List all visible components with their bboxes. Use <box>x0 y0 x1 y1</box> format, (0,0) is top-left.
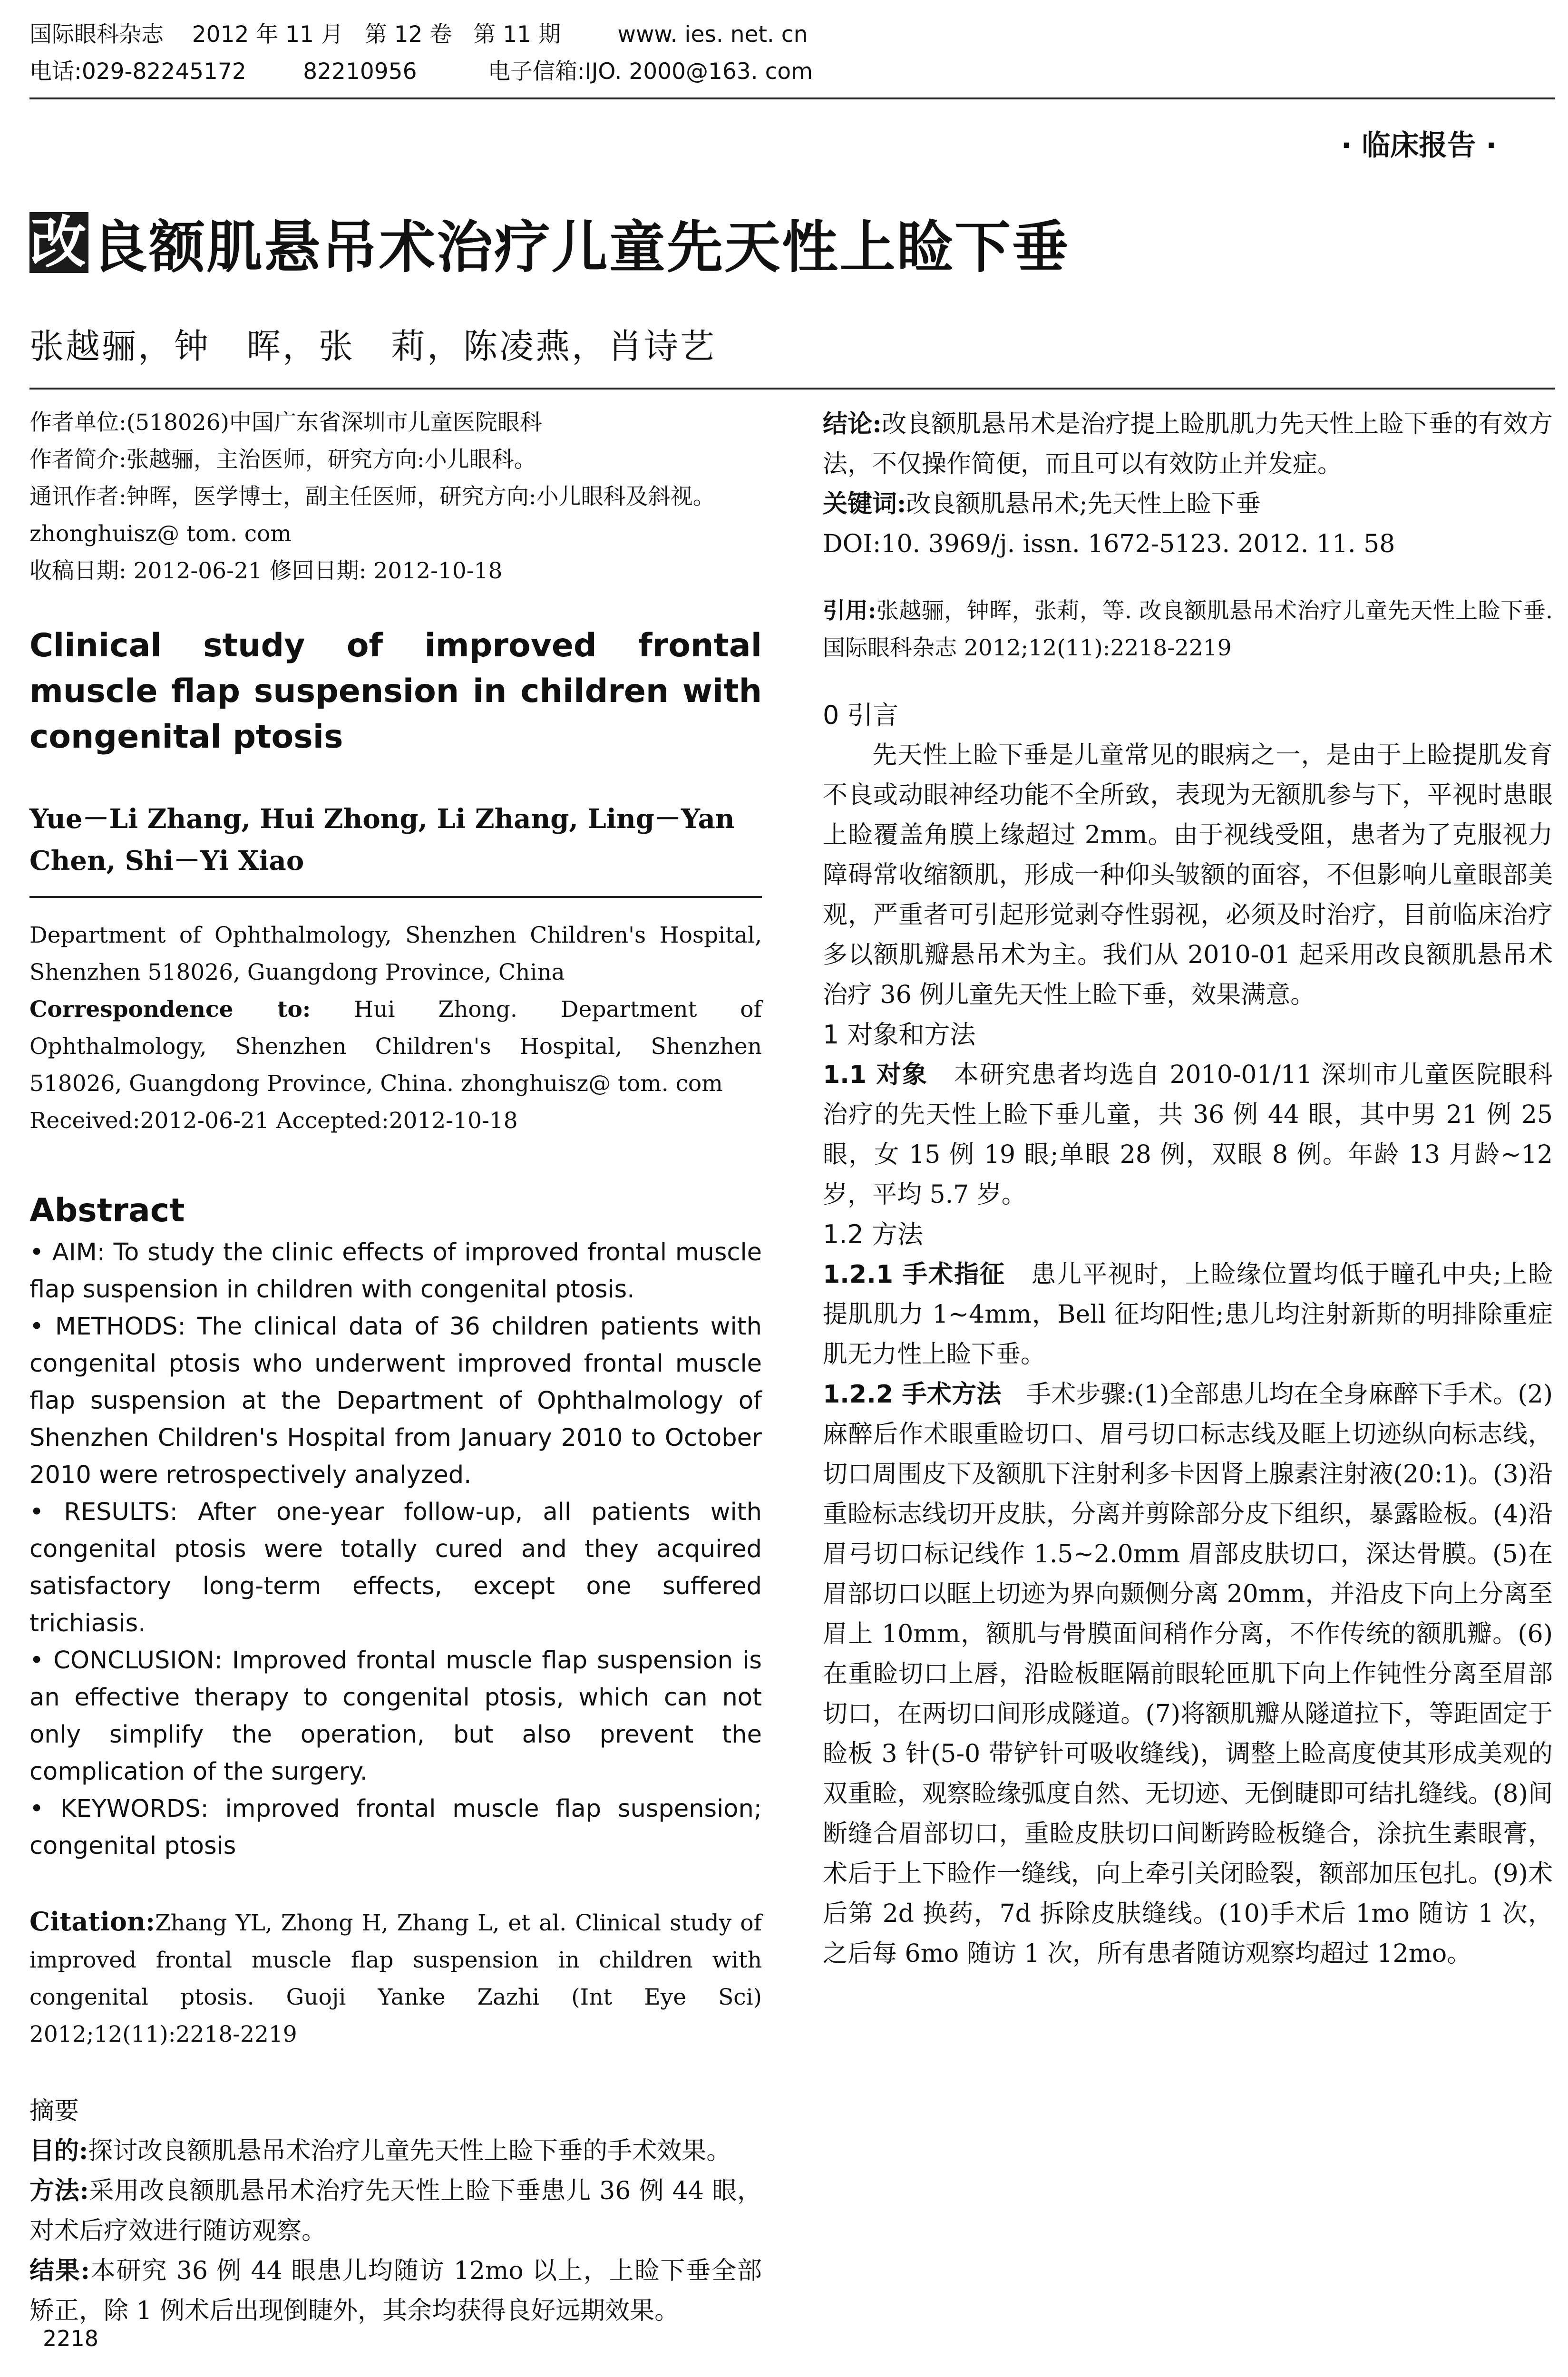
info-dates: 收稿日期: 2012-06-21 修回日期: 2012-10-18 <box>29 558 503 584</box>
zh-abstract <box>29 2091 762 2331</box>
title-rule <box>29 388 1555 390</box>
zh-conclusion-label: 结论: <box>823 409 882 438</box>
info-corr: 通讯作者:钟晖，医学博士，副主任医师，研究方向:小儿眼科及斜视。zhonghuisz@ tom. com <box>29 484 715 547</box>
abstract-conclusion: • CONCLUSION: Improved frontal muscle flap suspension is an effective therapy to congenital ptosis, which can not only simplify the operation, but also prevent the complication of the surgery. <box>29 1646 762 1786</box>
zh-keywords-label: 关键词: <box>823 489 906 518</box>
abstract-results: • RESULTS: After one-year follow-up, all patients with congenital ptosis were totally cured and they acquired satisfactory long-term effects, except one suffered trichiasis. <box>29 1498 762 1637</box>
header-rule <box>29 97 1555 99</box>
journal-header-line1: 国际眼科杂志 2012 年 11 月 第 12 卷 第 11 期 www. ies. net. cn <box>29 21 808 48</box>
zh-aim <box>29 2131 762 2171</box>
corr-label: Correspondence to: <box>29 996 311 1023</box>
zh-methods-text: 采用改良额肌悬吊术治疗先天性上睑下垂患儿 36 例 44 眼，对术后疗效进行随访观察。 <box>29 2177 762 2245</box>
info-bio: 作者简介:张越骊，主治医师，研究方向:小儿眼科。 <box>29 447 536 473</box>
sec-1-2-2-text: 手术步骤:(1)全部患儿均在全身麻醉下手术。(2)麻醉后作术眼重睑切口、眉弓切口标志线及眶上切迹纵向标志线，切口周围皮下及额肌下注射利多卡因肾上腺素注射液(20:1)。(3)沿重睑标志线切开皮肤，分离并剪除部分皮下组织，暴露睑板。(4)沿眉弓切口标记线作 1.5~2.0mm 眉部皮肤切口，深达骨膜。(5)在眉部切口以眶上切迹为界向颞侧分离 20mm，并沿皮下向上分离至眉上 10mm，额肌与骨膜面间稍作分离，不作传统的额肌瓣。(6)在重睑切口上唇，沿睑板眶隔前眼轮匝肌下向上作钝性分离至眉部切口，在两切口间形成隧道。(7)将额肌瓣从隧道拉下，等距固定于睑板 3 针(5-0 带铲针可吸收缝线)，调整上睑高度使其形成美观的双重睑，观察睑缘弧度自然、无切迹、无倒睫即可结扎缝线。(8)间断缝合眉部切口，重睑皮肤切口间断跨睑板缝合，涂抗生素眼膏，术后于上下睑作一缝线，向上牵引关闭睑裂，额部加压包扎。(9)术后第 2d 换药，7d 拆除皮肤缝线。(10)手术后 1mo 随访 1 次，之后每 6mo 随访 1 次，所有患者随访观察均超过 12mo。 <box>823 1380 1553 1968</box>
sec-1-2-1 <box>823 1255 1553 1374</box>
intro-text: 先天性上睑下垂是儿童常见的眼病之一，是由于上睑提肌发育不良或动眼神经功能不全所致，表现为无额肌参与下，平视时患眼上睑覆盖角膜上缘超过 2mm。由于视线受阻，患者为了克服视力障碍常收缩额肌，形成一种仰头皱额的面容，不但影响儿童眼部美观，严重者可引起形觉剥夺性弱视，必须及时治疗，目前临床治疗多以额肌瓣悬吊术为主。我们从 2010-01 起采用改良额肌悬吊术治疗 36 例儿童先天性上睑下垂，效果满意。 <box>823 741 1553 1009</box>
english-title: Clinical study of improved frontal muscle flap suspension in children with congenital ptosis <box>29 627 762 756</box>
zh-conclusion-text: 改良额肌悬吊术是治疗提上睑肌肌力先天性上睑下垂的有效方法，不仅操作简便，而且可以有效防止并发症。 <box>823 410 1553 478</box>
zh-methods <box>29 2171 762 2251</box>
sec-1-2-1-label: 1.2.1 手术指征 <box>823 1260 1006 1289</box>
left-column <box>29 404 762 2331</box>
zh-doi: DOI:10. 3969/j. issn. 1672-5123. 2012. 11. 58 <box>823 530 1395 558</box>
affil-corr <box>29 991 762 1102</box>
corr-text: Hui Zhong. Department of Ophthalmology, Shenzhen Children's Hospital, Shenzhen 518026, Guangdong Province, China. zhonghuisz@ tom. com <box>29 996 762 1097</box>
citation-label: Citation: <box>29 1906 156 1937</box>
right-column <box>823 404 1553 1974</box>
sec-1-1 <box>823 1055 1553 1215</box>
zh-aim-text: 探讨改良额肌悬吊术治疗儿童先天性上睑下垂的手术效果。 <box>88 2137 731 2165</box>
article-title <box>29 202 1070 283</box>
page-number: 2218 <box>43 2326 99 2351</box>
sec-1-1-label: 1.1 对象 <box>823 1061 928 1089</box>
journal-header-line2: 电话:029-82245172 82210956 电子信箱:IJO. 2000@163. com <box>29 58 813 85</box>
zh-abstract-cont <box>823 404 1553 564</box>
title-rest: 良额肌悬吊术治疗儿童先天性上睑下垂 <box>91 214 1070 280</box>
sec-1-2-2 <box>823 1374 1553 1974</box>
section-label: · 临床报告 · <box>1341 129 1497 162</box>
zh-abstract-heading: 摘要 <box>29 2097 79 2125</box>
affil-received: Received:2012-06-21 Accepted:2012-10-18 <box>29 1108 518 1134</box>
english-authors: Yue－Li Zhang, Hui Zhong, Li Zhang, Ling－Yan Chen, Shi－Yi Xiao <box>29 803 735 877</box>
methods-heading: 1 对象和方法 <box>823 1020 976 1050</box>
cite-cn-label: 引用: <box>823 598 877 624</box>
title-first-char: 改 <box>30 210 88 275</box>
citation-text: Zhang YL, Zhong H, Zhang L, et al. Clinical study of improved frontal muscle flap suspension in children with congenital ptosis. Guoji Yanke Zazhi (Int Eye Sci) 2012;12(11):2218-2219 <box>29 1910 762 2047</box>
sec-1-2-1-text: 患儿平视时，上睑缘位置均低于瞳孔中央;上睑提肌肌力 1~4mm，Bell 征均阳性;患儿均注射新斯的明排除重症肌无力性上睑下垂。 <box>823 1260 1553 1369</box>
cite-cn <box>823 593 1553 667</box>
sec-1-1-text: 本研究患者均选自 2010-01/11 深圳市儿童医院眼科治疗的先天性上睑下垂儿童，共 36 例 44 眼，其中男 21 例 25 眼，女 15 例 19 眼;单眼 28 例，双眼 8 例。年龄 13 月龄~12 岁，平均 5.7 岁。 <box>823 1061 1553 1209</box>
zh-methods-label: 方法: <box>29 2176 89 2205</box>
sec-1-2-2-label: 1.2.2 手术方法 <box>823 1380 1002 1409</box>
zh-conclusion <box>823 404 1553 484</box>
citation <box>29 1903 762 2053</box>
info-unit: 作者单位:(518026)中国广东省深圳市儿童医院眼科 <box>29 409 542 436</box>
abstract-aim: • AIM: To study the clinic effects of improved frontal muscle flap suspension in children with congenital ptosis. <box>29 1238 762 1304</box>
abstract-methods: • METHODS: The clinical data of 36 children patients with congenital ptosis who underwent improved frontal muscle flap suspension at the Department of Ophthalmology of Shenzhen Children's Hospital from January 2010 to October 2010 were retrospectively analyzed. <box>29 1313 762 1489</box>
affil-dept: Department of Ophthalmology, Shenzhen Children's Hospital, Shenzhen 518026, Guangdong Province, China <box>29 922 762 985</box>
cite-cn-text: 张越骊，钟晖，张莉，等. 改良额肌悬吊术治疗儿童先天性上睑下垂. 国际眼科杂志 2012;12(11):2218-2219 <box>823 598 1553 661</box>
zh-results-label: 结果: <box>29 2256 90 2285</box>
zh-keywords <box>823 484 1553 524</box>
zh-aim-label: 目的: <box>29 2136 88 2165</box>
sec-1-2-heading: 1.2 方法 <box>823 1219 924 1249</box>
intro-heading: 0 引言 <box>823 700 899 730</box>
zh-results-text: 本研究 36 例 44 眼患儿均随访 12mo 以上，上睑下垂全部矫正，除 1 例术后出现倒睫外，其余均获得良好远期效果。 <box>29 2257 762 2325</box>
author-info <box>29 404 762 590</box>
abstract-heading: Abstract <box>29 1192 185 1229</box>
abstract-body <box>29 1234 762 1865</box>
zh-keywords-text: 改良额肌悬吊术;先天性上睑下垂 <box>906 490 1261 518</box>
authors-cn: 张越骊，钟 晖，张 莉，陈凌燕，肖诗艺 <box>29 326 717 366</box>
zh-results <box>29 2251 762 2331</box>
authors-rule <box>29 896 762 898</box>
abstract-keywords: • KEYWORDS: improved frontal muscle flap suspension; congenital ptosis <box>29 1795 762 1860</box>
english-affiliation <box>29 917 762 1140</box>
